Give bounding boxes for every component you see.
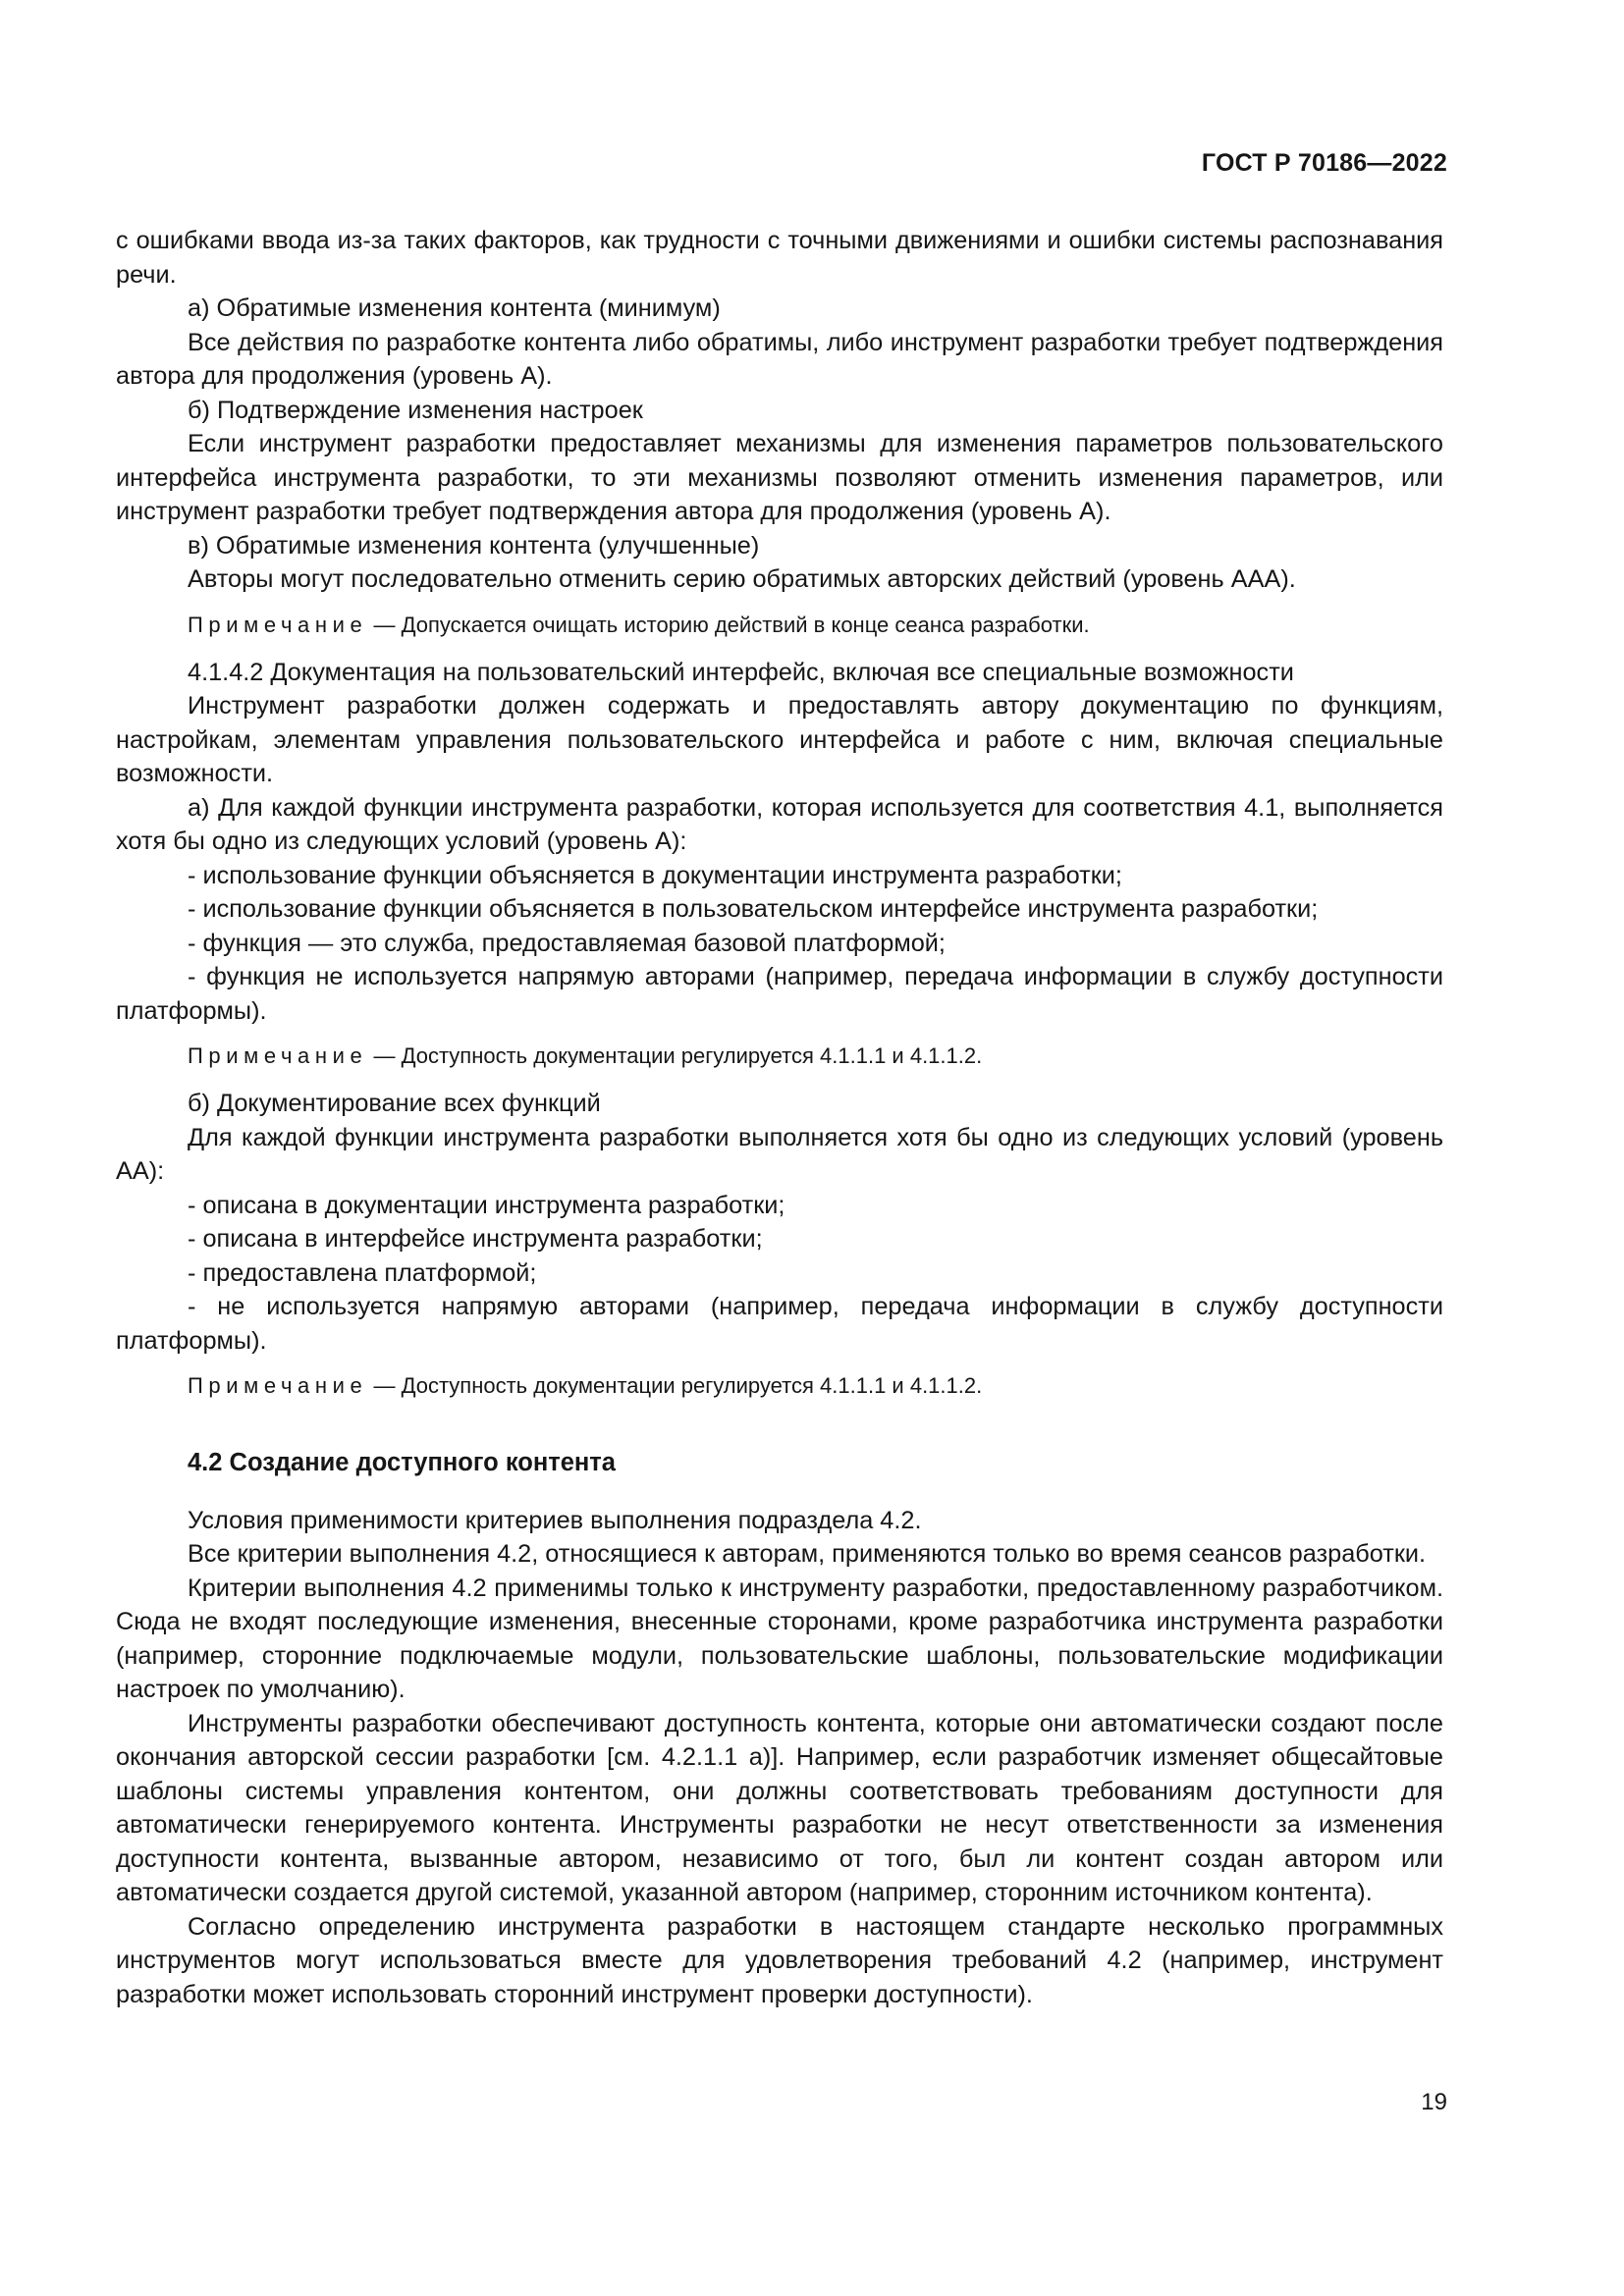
list-item-heading: б) Документирование всех функций [188, 1090, 601, 1117]
paragraph: Для каждой функции инструмента разработки выполняется хотя бы одно из следующих условий (уровень АА): [116, 1123, 1443, 1185]
paragraph: Если инструмент разработки предоставляет механизмы для изменения параметров пользовательского интерфейса инструмента разработки, то эти механизмы позволяют отменить изменения параметров, или инструмент разработки требует подтверждения автора для продолжения (уровень А). [116, 430, 1443, 525]
list-item-heading: в) Обратимые изменения контента (улучшенные) [188, 531, 760, 560]
note-label: Примечание [188, 1043, 368, 1068]
page-body [116, 224, 1443, 2011]
bullet-item: - не используется напрямую авторами (например, передача информации в службу доступности платформы). [116, 1293, 1443, 1355]
paragraph: а) Для каждой функции инструмента разработки, которая используется для соответствия 4.1, выполняется хотя бы одно из следующих условий (уровень А): [116, 793, 1443, 855]
paragraph: Инструмент разработки должен содержать и предоставлять автору документацию по функциям, настройкам, элементам управления пользовательского интерфейса и работе с ним, включая специальные возможности. [116, 692, 1443, 787]
paragraph: Инструменты разработки обеспечивают доступность контента, которые они автоматически создают после окончания авторской сессии разработки [см. 4.2.1.1 а)]. Например, если разработчик изменяет общесайтовые шаблоны системы управления контентом, они должны соответствовать требованиям доступности для автоматически генерируемого контента. Инструменты разработки не несут ответственности за изменения доступности контента, вызванные автором, независимо от того, был ли контент создан автором или автоматически создается другой системой, указанной автором (например, сторонним источником контента). [116, 1709, 1443, 1906]
paragraph: Согласно определению инструмента разработки в настоящем стандарте несколько программных инструментов могут использоваться вместе для удовлетворения требований 4.2 (например, инструмент разработки может использовать сторонний инструмент проверки доступности). [116, 1912, 1443, 2008]
note [116, 609, 1443, 642]
bullet-item: - описана в интерфейсе инструмента разработки; [188, 1225, 763, 1253]
page-number: 19 [1421, 2089, 1447, 2115]
list-item-heading: б) Подтверждение изменения настроек [188, 396, 643, 424]
bullet-item: - предоставлена платформой; [188, 1258, 537, 1287]
paragraph: Все критерии выполнения 4.2, относящиеся к авторам, применяются только во время сеансов разработки. [188, 1540, 1427, 1568]
paragraph: Условия применимости критериев выполнения подраздела 4.2. [188, 1506, 922, 1534]
list-item-heading: а) Обратимые изменения контента (минимум) [188, 294, 721, 322]
paragraph: Критерии выполнения 4.2 применимы только к инструменту разработки, предоставленному разработчиком. Сюда не входят последующие изменения, внесенные сторонами, кроме разработчика инструмента разработки (например, сторонние подключаемые модули, пользовательские шаблоны, пользовательские модификации настроек по умолчанию). [116, 1574, 1443, 1703]
note-text: — Доступность документации регулируется 4.1.1.1 и 4.1.1.2. [373, 1043, 983, 1068]
document-id-header: ГОСТ Р 70186—2022 [1201, 149, 1447, 177]
bullet-item: - использование функции объясняется в пользовательском интерфейсе инструмента разработки; [188, 895, 1319, 923]
bullet-item: - использование функции объясняется в документации инструмента разработки; [188, 861, 1122, 889]
note [116, 1369, 1443, 1403]
paragraph: Авторы могут последовательно отменить серию обратимых авторских действий (уровень ААА). [188, 565, 1296, 593]
section-heading: 4.2 Создание доступного контента [188, 1449, 616, 1476]
subsection-heading: 4.1.4.2 Документация на пользовательский интерфейс, включая все специальные возможности [188, 658, 1294, 686]
note-label: Примечание [188, 1373, 368, 1398]
bullet-item: - функция не используется напрямую авторами (например, передача информации в службу доступности платформы). [116, 963, 1443, 1025]
note-label: Примечание [188, 612, 368, 637]
bullet-item: - описана в документации инструмента разработки; [188, 1191, 785, 1219]
paragraph: с ошибками ввода из-за таких факторов, как трудности с точными движениями и ошибки системы распознавания речи. [116, 227, 1443, 289]
note-text: — Допускается очищать историю действий в конце сеанса разработки. [373, 612, 1090, 637]
paragraph: Все действия по разработке контента либо обратимы, либо инструмент разработки требует подтверждения автора для продолжения (уровень А). [116, 328, 1443, 390]
note [116, 1040, 1443, 1073]
note-text: — Доступность документации регулируется 4.1.1.1 и 4.1.1.2. [373, 1373, 983, 1398]
bullet-item: - функция — это служба, предоставляемая базовой платформой; [188, 929, 946, 957]
